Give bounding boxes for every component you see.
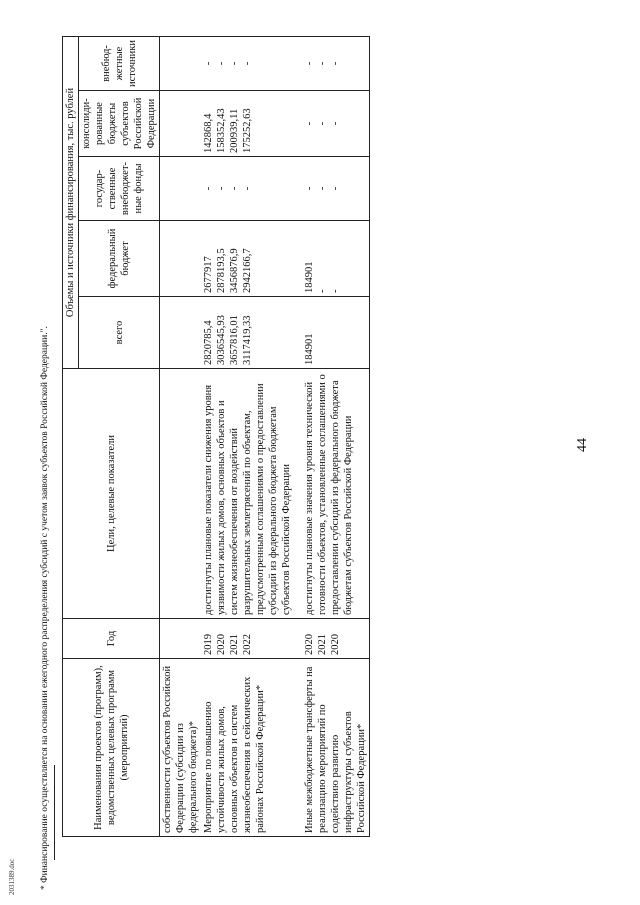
row2-federal: 184901 - - bbox=[302, 221, 370, 297]
header-total: всего bbox=[79, 297, 160, 369]
header-goals: Цели, целевые показатели bbox=[63, 369, 160, 619]
row1-total: 2820785,4 3036545,93 3657816,01 3117419,33 bbox=[201, 297, 294, 369]
row2-regional: - - - bbox=[302, 91, 370, 157]
footnote: * Финансирование осуществляется на основании ежегодного распределения субсидий с учетом заявок субъектов Российской Федерации.". bbox=[40, 326, 50, 890]
row2-state-funds: - - - bbox=[302, 157, 370, 221]
file-id: 2031389.doc bbox=[8, 858, 16, 895]
row1-goal: достигнуты плановые показатели снижения уровня уязвимости жилых домов, основных объектов и систем жизнеобеспечения от воздействий разрушительных землетрясений по объектам, предусмотренным соглашениями о предоставлении субсидий из федерального бюджета бюджетам субъектов Российской Федерации bbox=[201, 369, 294, 619]
header-row-1 bbox=[63, 37, 79, 837]
footnote-rule bbox=[54, 765, 55, 860]
row1-state-funds: - - - - bbox=[201, 157, 294, 221]
header-funding-group: Объемы и источники финансирования, тыс. рублей bbox=[63, 37, 79, 369]
row2-extra: - - - bbox=[302, 37, 370, 91]
funding-table bbox=[62, 36, 370, 837]
table-row bbox=[302, 37, 370, 837]
row2-name: Иные межбюджетные трансферты на реализацию мероприятий по содействию развитию инфраструктуры субъектов Российской Федерации* bbox=[302, 659, 370, 837]
row1-extra: - - - - bbox=[201, 37, 294, 91]
row2-goal: достигнуты плановые значения уровня технической готовности объектов, установленные соглашениями о предоставлении субсидий из федерального бюджета бюджетам субъектов Российской Федерации bbox=[302, 369, 370, 619]
header-federal: федеральный бюджет bbox=[79, 221, 160, 297]
header-regional: консолиди-рованные бюджеты субъектов Российской Федерации bbox=[79, 91, 160, 157]
row2-total: 184901 bbox=[302, 297, 370, 369]
row1-name: Мероприятие по повышению устойчивости жилых домов, основных объектов и систем жизнеобеспечения в сейсмических районах Российской Федерации* bbox=[201, 659, 294, 837]
header-year: Год bbox=[63, 619, 160, 659]
table-row-carryover bbox=[160, 37, 202, 837]
header-state-funds: государ-ственные внебюджет-ные фонды bbox=[79, 157, 160, 221]
header-name: Наименования проектов (программ), ведомственных целевых программ (мероприятий) bbox=[63, 659, 160, 837]
row1-years: 2019 2020 2021 2022 bbox=[201, 619, 294, 659]
row1-regional: 142868,4 158352,43 200939,11 175252,63 bbox=[201, 91, 294, 157]
carryover-name: собственности субъектов Российской Федерации (субсидии из федерального бюджета)* bbox=[160, 659, 202, 837]
table-row bbox=[201, 37, 294, 837]
page-number: 44 bbox=[575, 438, 590, 452]
table-row bbox=[294, 37, 302, 837]
row2-years: 2020 2021 2020 bbox=[302, 619, 370, 659]
row1-federal: 2677917 2878193,5 3456876,9 2942166,7 bbox=[201, 221, 294, 297]
header-extra: внебюд-жетные источники bbox=[79, 37, 160, 91]
